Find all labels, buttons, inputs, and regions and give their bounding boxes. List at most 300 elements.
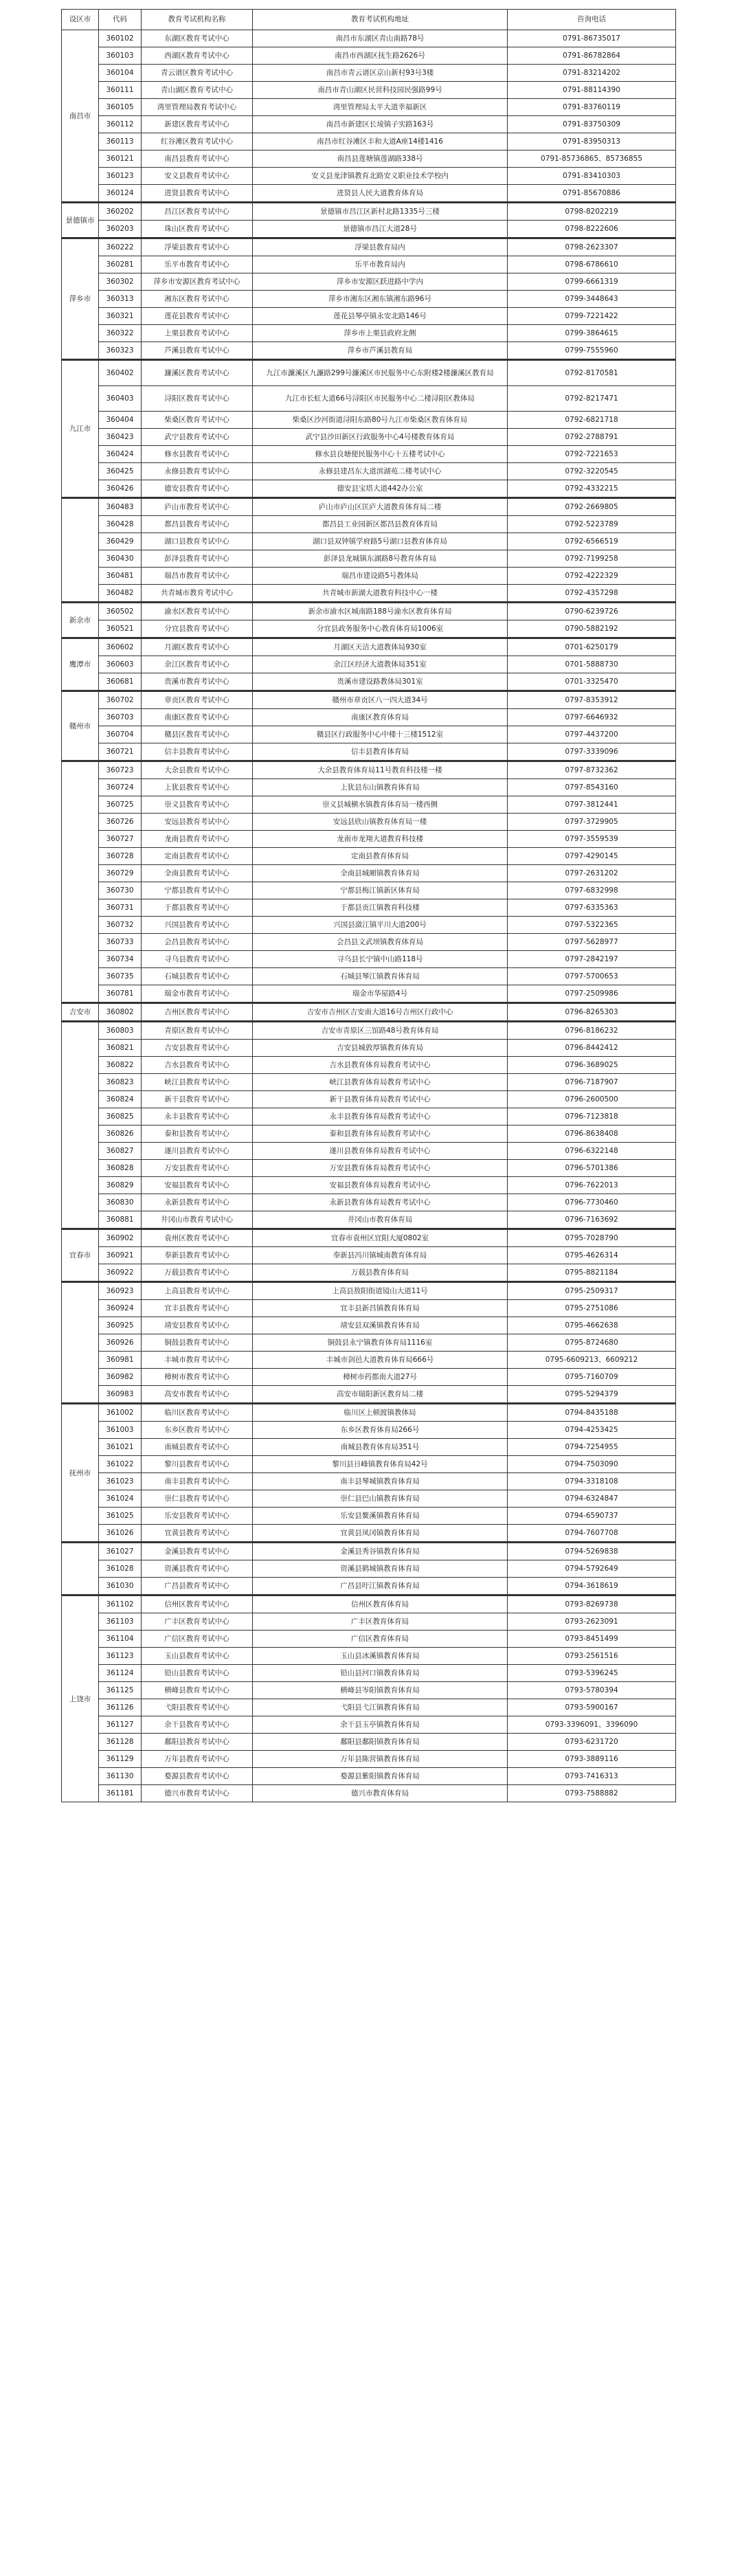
phone-cell: 0796-7730460 — [508, 1194, 676, 1211]
phone-cell: 0794-6324847 — [508, 1490, 676, 1508]
header-city: 设区市 — [62, 10, 99, 30]
name-cell: 吉水县教育考试中心 — [142, 1057, 253, 1074]
table-row — [62, 1108, 676, 1125]
code-cell: 360802 — [99, 1003, 142, 1022]
header-address: 教育考试机构地址 — [253, 10, 508, 30]
code-cell: 360313 — [99, 291, 142, 308]
table-row — [62, 238, 676, 256]
phone-cell: 0791-83410303 — [508, 168, 676, 185]
code-cell: 360681 — [99, 673, 142, 691]
address-cell: 全南县城厢镇教育体育局 — [253, 865, 508, 882]
table-row — [62, 620, 676, 638]
city-cell: 上饶市 — [62, 1595, 99, 1802]
phone-cell: 0796-7622013 — [508, 1177, 676, 1194]
phone-cell: 0796-6322148 — [508, 1143, 676, 1160]
code-cell: 360704 — [99, 726, 142, 743]
phone-cell: 0795-5294379 — [508, 1386, 676, 1404]
name-cell: 彭泽县教育考试中心 — [142, 550, 253, 568]
phone-cell: 0792-5223789 — [508, 516, 676, 533]
code-cell: 360121 — [99, 150, 142, 168]
code-cell: 361003 — [99, 1422, 142, 1439]
phone-cell: 0795-2751086 — [508, 1300, 676, 1317]
phone-cell: 0793-3889116 — [508, 1751, 676, 1768]
address-cell: 广昌县旴江镇教育体育局 — [253, 1578, 508, 1595]
name-cell: 靖安县教育考试中心 — [142, 1317, 253, 1334]
phone-cell: 0797-4437200 — [508, 726, 676, 743]
phone-cell: 0798-8202219 — [508, 203, 676, 221]
phone-cell: 0795-2509317 — [508, 1282, 676, 1300]
phone-cell: 0796-3689025 — [508, 1057, 676, 1074]
name-cell: 浔阳区教育考试中心 — [142, 386, 253, 412]
phone-cell: 0794-3318108 — [508, 1473, 676, 1490]
name-cell: 兴国县教育考试中心 — [142, 917, 253, 934]
table-row — [62, 47, 676, 65]
address-cell: 南昌市红谷滩区丰和大道A座14楼1416 — [253, 133, 508, 150]
table-row — [62, 1543, 676, 1560]
code-cell: 360602 — [99, 638, 142, 656]
address-cell: 南昌市青云谱区京山新村93号3楼 — [253, 65, 508, 82]
address-cell: 分宜县政务服务中心教育体育局1006室 — [253, 620, 508, 638]
table-row — [62, 429, 676, 446]
address-cell: 萍乡市上栗县政府北侧 — [253, 325, 508, 342]
table-row — [62, 1300, 676, 1317]
city-cell: 吉安市 — [62, 1003, 99, 1022]
table-row — [62, 917, 676, 934]
address-cell: 景德镇市昌江区新村北路1335号三楼 — [253, 203, 508, 221]
table-row — [62, 185, 676, 203]
address-cell: 莲花县琴亭镇永安北路146号 — [253, 308, 508, 325]
name-cell: 都昌县教育考试中心 — [142, 516, 253, 533]
table-row — [62, 1160, 676, 1177]
address-cell: 余干县玉亭镇教育体育局 — [253, 1716, 508, 1734]
phone-cell: 0792-2788791 — [508, 429, 676, 446]
name-cell: 青原区教育考试中心 — [142, 1022, 253, 1040]
name-cell: 余江区教育考试中心 — [142, 656, 253, 673]
address-cell: 吉水县教育体育局教育考试中心 — [253, 1057, 508, 1074]
code-cell: 360482 — [99, 585, 142, 603]
address-cell: 安义县龙津镇教育北路安义职业技术学校内 — [253, 168, 508, 185]
city-cell — [62, 1022, 99, 1229]
address-cell: 靖安县双溪镇教育体育局 — [253, 1317, 508, 1334]
code-cell: 360425 — [99, 463, 142, 480]
address-cell: 贵溪市建设路教体局301室 — [253, 673, 508, 691]
name-cell: 广丰区教育考试中心 — [142, 1613, 253, 1631]
name-cell: 濂溪区教育考试中心 — [142, 360, 253, 386]
name-cell: 共青城市教育考试中心 — [142, 585, 253, 603]
phone-cell: 0797-8732362 — [508, 761, 676, 779]
code-cell: 361103 — [99, 1613, 142, 1631]
table-row — [62, 1648, 676, 1665]
code-cell: 360803 — [99, 1022, 142, 1040]
code-cell: 360105 — [99, 99, 142, 116]
code-cell: 361128 — [99, 1734, 142, 1751]
name-cell: 寻乌县教育考试中心 — [142, 951, 253, 968]
table-row — [62, 1768, 676, 1785]
name-cell: 永新县教育考试中心 — [142, 1194, 253, 1211]
address-cell: 宜丰县新昌镇教育体育局 — [253, 1300, 508, 1317]
code-cell: 360321 — [99, 308, 142, 325]
table-row — [62, 1074, 676, 1091]
code-cell: 360103 — [99, 47, 142, 65]
code-cell: 360826 — [99, 1125, 142, 1143]
name-cell: 莲花县教育考试中心 — [142, 308, 253, 325]
address-cell: 婺源县紫阳镇教育体育局 — [253, 1768, 508, 1785]
phone-cell: 0797-5700653 — [508, 968, 676, 985]
address-cell: 永丰县教育体育局教育考试中心 — [253, 1108, 508, 1125]
table-row — [62, 30, 676, 47]
code-cell: 360729 — [99, 865, 142, 882]
table-row — [62, 1125, 676, 1143]
address-cell: 大余县教育体育局11号教育科技楼一楼 — [253, 761, 508, 779]
phone-cell: 0797-3339096 — [508, 743, 676, 761]
phone-cell: 0798-8222606 — [508, 221, 676, 238]
code-cell: 361125 — [99, 1682, 142, 1699]
name-cell: 武宁县教育考试中心 — [142, 429, 253, 446]
address-cell: 南昌市东湖区青山南路78号 — [253, 30, 508, 47]
table-body — [62, 30, 676, 1802]
table-row — [62, 1352, 676, 1369]
table-row — [62, 1508, 676, 1525]
code-cell: 360733 — [99, 934, 142, 951]
table-row — [62, 761, 676, 779]
phone-cell: 0792-4332215 — [508, 480, 676, 498]
header-code: 代码 — [99, 10, 142, 30]
name-cell: 崇义县教育考试中心 — [142, 796, 253, 814]
table-row — [62, 951, 676, 968]
table-row — [62, 1247, 676, 1264]
table-row — [62, 865, 676, 882]
city-cell — [62, 761, 99, 1003]
address-cell: 弋阳县弋江镇教育体育局 — [253, 1699, 508, 1716]
address-cell: 月湖区天洁大道教体局930室 — [253, 638, 508, 656]
table-row — [62, 1317, 676, 1334]
name-cell: 上栗县教育考试中心 — [142, 325, 253, 342]
city-cell — [62, 498, 99, 603]
phone-cell: 0799-6661319 — [508, 273, 676, 291]
phone-cell: 0799-7555960 — [508, 342, 676, 360]
name-cell: 泰和县教育考试中心 — [142, 1125, 253, 1143]
table-row — [62, 360, 676, 386]
name-cell: 芦溪县教育考试中心 — [142, 342, 253, 360]
address-cell: 瑞金市华屋路4号 — [253, 985, 508, 1003]
table-row — [62, 934, 676, 951]
name-cell: 婺源县教育考试中心 — [142, 1768, 253, 1785]
table-row — [62, 386, 676, 412]
address-cell: 进贤县人民大道教育体育局 — [253, 185, 508, 203]
name-cell: 南丰县教育考试中心 — [142, 1473, 253, 1490]
city-cell: 新余市 — [62, 603, 99, 638]
phone-cell: 0793-5900167 — [508, 1699, 676, 1716]
table-row — [62, 796, 676, 814]
name-cell: 章贡区教育考试中心 — [142, 691, 253, 709]
name-cell: 吉安县教育考试中心 — [142, 1040, 253, 1057]
phone-cell: 0793-5780394 — [508, 1682, 676, 1699]
phone-cell: 0791-85670886 — [508, 185, 676, 203]
name-cell: 高安市教育考试中心 — [142, 1386, 253, 1404]
table-row — [62, 463, 676, 480]
name-cell: 峡江县教育考试中心 — [142, 1074, 253, 1091]
name-cell: 吉州区教育考试中心 — [142, 1003, 253, 1022]
phone-cell: 0791-86735017 — [508, 30, 676, 47]
name-cell: 资溪县教育考试中心 — [142, 1560, 253, 1578]
code-cell: 360829 — [99, 1177, 142, 1194]
address-cell: 石城县琴江镇教育体育局 — [253, 968, 508, 985]
table-row — [62, 221, 676, 238]
name-cell: 信丰县教育考试中心 — [142, 743, 253, 761]
name-cell: 渝水区教育考试中心 — [142, 603, 253, 620]
table-row — [62, 498, 676, 516]
address-cell: 萍乡市芦溪县教育局 — [253, 342, 508, 360]
table-row — [62, 533, 676, 550]
phone-cell: 0797-4290145 — [508, 848, 676, 865]
code-cell: 360203 — [99, 221, 142, 238]
phone-cell: 0797-6832998 — [508, 882, 676, 899]
address-cell: 德兴市教育体育局 — [253, 1785, 508, 1802]
phone-cell: 0794-6590737 — [508, 1508, 676, 1525]
phone-cell: 0793-2623091 — [508, 1613, 676, 1631]
address-cell: 万安县教育体育局教育考试中心 — [253, 1160, 508, 1177]
table-row — [62, 1194, 676, 1211]
phone-cell: 0793-6231720 — [508, 1734, 676, 1751]
table-row — [62, 585, 676, 603]
code-cell: 360725 — [99, 796, 142, 814]
table-row — [62, 1386, 676, 1404]
table-row — [62, 1022, 676, 1040]
table-row — [62, 82, 676, 99]
phone-cell: 0799-7221422 — [508, 308, 676, 325]
code-cell: 360921 — [99, 1247, 142, 1264]
code-cell: 360830 — [99, 1194, 142, 1211]
code-cell: 361129 — [99, 1751, 142, 1768]
table-row — [62, 273, 676, 291]
address-cell: 南昌县莲塘镇莲湖路338号 — [253, 150, 508, 168]
name-cell: 昌江区教育考试中心 — [142, 203, 253, 221]
phone-cell: 0795-7160709 — [508, 1369, 676, 1386]
code-cell: 360731 — [99, 899, 142, 917]
phone-cell: 0795-4626314 — [508, 1247, 676, 1264]
table-row — [62, 814, 676, 831]
code-cell: 360828 — [99, 1160, 142, 1177]
address-cell: 永新县教育体育局教育考试中心 — [253, 1194, 508, 1211]
code-cell: 360723 — [99, 761, 142, 779]
code-cell: 360402 — [99, 360, 142, 386]
name-cell: 西湖区教育考试中心 — [142, 47, 253, 65]
name-cell: 上犹县教育考试中心 — [142, 779, 253, 796]
code-cell: 361026 — [99, 1525, 142, 1543]
code-cell: 360824 — [99, 1091, 142, 1108]
code-cell: 360429 — [99, 533, 142, 550]
exam-office-table — [61, 9, 676, 1802]
address-cell: 余江区经济大道教体局351室 — [253, 656, 508, 673]
name-cell: 余干县教育考试中心 — [142, 1716, 253, 1734]
phone-cell: 0792-4222329 — [508, 568, 676, 585]
address-cell: 定南县教育体育局 — [253, 848, 508, 865]
name-cell: 万安县教育考试中心 — [142, 1160, 253, 1177]
phone-cell: 0790-6239726 — [508, 603, 676, 620]
name-cell: 于都县教育考试中心 — [142, 899, 253, 917]
phone-cell: 0793-2561516 — [508, 1648, 676, 1665]
phone-cell: 0701-3325470 — [508, 673, 676, 691]
code-cell: 360781 — [99, 985, 142, 1003]
address-cell: 上犹县东山镇教育体育局 — [253, 779, 508, 796]
address-cell: 彭泽县龙城镇东湖路8号教育体育局 — [253, 550, 508, 568]
address-cell: 南城县教育体育局351号 — [253, 1439, 508, 1456]
table-row — [62, 1439, 676, 1456]
table-row — [62, 691, 676, 709]
phone-cell: 0796-7123818 — [508, 1108, 676, 1125]
address-cell: 广信区教育体育局 — [253, 1631, 508, 1648]
phone-cell: 0793-8451499 — [508, 1631, 676, 1648]
code-cell: 360724 — [99, 779, 142, 796]
city-cell: 宜春市 — [62, 1229, 99, 1282]
address-cell: 泰和县教育体育局教育考试中心 — [253, 1125, 508, 1143]
address-cell: 南昌市新建区长堎镇子实路163号 — [253, 116, 508, 133]
name-cell: 宜丰县教育考试中心 — [142, 1300, 253, 1317]
phone-cell: 0797-6646932 — [508, 709, 676, 726]
name-cell: 宁都县教育考试中心 — [142, 882, 253, 899]
name-cell: 乐安县教育考试中心 — [142, 1508, 253, 1525]
phone-cell: 0790-5882192 — [508, 620, 676, 638]
phone-cell: 0795-7028790 — [508, 1229, 676, 1247]
phone-cell: 0794-7607708 — [508, 1525, 676, 1543]
table-row — [62, 1716, 676, 1734]
phone-cell: 0791-85736865、85736855 — [508, 150, 676, 168]
code-cell: 360825 — [99, 1108, 142, 1125]
address-cell: 赣县区行政服务中心中楼十三楼1512室 — [253, 726, 508, 743]
table-row — [62, 308, 676, 325]
address-cell: 修水县良塘便民服务中心十五楼考试中心 — [253, 446, 508, 463]
address-cell: 景德镇市昌江大道28号 — [253, 221, 508, 238]
city-cell — [62, 1282, 99, 1404]
code-cell: 361124 — [99, 1665, 142, 1682]
name-cell: 南城县教育考试中心 — [142, 1439, 253, 1456]
address-cell: 吉安县城敦厚镇教育体育局 — [253, 1040, 508, 1057]
address-cell: 浮梁县教育局内 — [253, 238, 508, 256]
code-cell: 360734 — [99, 951, 142, 968]
table-row — [62, 480, 676, 498]
header-name: 教育考试机构名称 — [142, 10, 253, 30]
code-cell: 360123 — [99, 168, 142, 185]
code-cell: 360502 — [99, 603, 142, 620]
code-cell: 360922 — [99, 1264, 142, 1282]
address-cell: 都昌县工业园新区都昌县教育体育局 — [253, 516, 508, 533]
table-row — [62, 656, 676, 673]
code-cell: 361027 — [99, 1543, 142, 1560]
phone-cell: 0792-2669805 — [508, 498, 676, 516]
address-cell: 铜鼓县永宁镇教育体育局1116室 — [253, 1334, 508, 1352]
phone-cell: 0794-5269838 — [508, 1543, 676, 1560]
code-cell: 361181 — [99, 1785, 142, 1802]
address-cell: 庐山市庐山区匡庐大道教育体育局二楼 — [253, 498, 508, 516]
code-cell: 360703 — [99, 709, 142, 726]
phone-cell: 0791-83214202 — [508, 65, 676, 82]
code-cell: 360222 — [99, 238, 142, 256]
name-cell: 进贤县教育考试中心 — [142, 185, 253, 203]
table-row — [62, 256, 676, 273]
table-row — [62, 1404, 676, 1422]
code-cell: 361130 — [99, 1768, 142, 1785]
phone-cell: 0794-7503090 — [508, 1456, 676, 1473]
address-cell: 新干县教育体育局教育考试中心 — [253, 1091, 508, 1108]
name-cell: 鄱阳县教育考试中心 — [142, 1734, 253, 1751]
table-row — [62, 342, 676, 360]
table-row — [62, 1734, 676, 1751]
table-row — [62, 638, 676, 656]
code-cell: 360430 — [99, 550, 142, 568]
table-row — [62, 325, 676, 342]
code-cell: 360735 — [99, 968, 142, 985]
name-cell: 奉新县教育考试中心 — [142, 1247, 253, 1264]
phone-cell: 0799-3448643 — [508, 291, 676, 308]
table-row — [62, 1282, 676, 1300]
code-cell: 360881 — [99, 1211, 142, 1229]
table-row — [62, 1057, 676, 1074]
table-row — [62, 603, 676, 620]
city-cell: 鹰潭市 — [62, 638, 99, 691]
code-cell: 360827 — [99, 1143, 142, 1160]
code-cell: 360728 — [99, 848, 142, 865]
name-cell: 赣县区教育考试中心 — [142, 726, 253, 743]
phone-cell: 0792-8170581 — [508, 360, 676, 386]
code-cell: 360982 — [99, 1369, 142, 1386]
address-cell: 玉山县冰溪镇教育体育局 — [253, 1648, 508, 1665]
name-cell: 青云谱区教育考试中心 — [142, 65, 253, 82]
code-cell: 360925 — [99, 1317, 142, 1334]
table-row — [62, 1143, 676, 1160]
header-phone: 咨询电话 — [508, 10, 676, 30]
address-cell: 安远县欣山镇教育体育局一楼 — [253, 814, 508, 831]
phone-cell: 0792-6566519 — [508, 533, 676, 550]
code-cell: 360426 — [99, 480, 142, 498]
name-cell: 东乡区教育考试中心 — [142, 1422, 253, 1439]
address-cell: 丰城市剑邑大道教育体育局666号 — [253, 1352, 508, 1369]
address-cell: 九江市濂溪区九濂路299号濂溪区市民服务中心东附楼2楼濂溪区教育局 — [253, 360, 508, 386]
code-cell: 360111 — [99, 82, 142, 99]
name-cell: 瑞昌市教育考试中心 — [142, 568, 253, 585]
table-row — [62, 446, 676, 463]
name-cell: 珠山区教育考试中心 — [142, 221, 253, 238]
phone-cell: 0796-8638408 — [508, 1125, 676, 1143]
name-cell: 万载县教育考试中心 — [142, 1264, 253, 1282]
phone-cell: 0792-7221653 — [508, 446, 676, 463]
name-cell: 上高县教育考试中心 — [142, 1282, 253, 1300]
name-cell: 安义县教育考试中心 — [142, 168, 253, 185]
table-row — [62, 985, 676, 1003]
code-cell: 360281 — [99, 256, 142, 273]
address-cell: 萍乡市安源区跃进路中学内 — [253, 273, 508, 291]
phone-cell: 0701-6250179 — [508, 638, 676, 656]
address-cell: 信州区教育体育局 — [253, 1595, 508, 1613]
name-cell: 井冈山市教育考试中心 — [142, 1211, 253, 1229]
phone-cell: 0792-7199258 — [508, 550, 676, 568]
table-row — [62, 1091, 676, 1108]
code-cell: 360113 — [99, 133, 142, 150]
phone-cell: 0792-6821718 — [508, 412, 676, 429]
table-row — [62, 1456, 676, 1473]
name-cell: 瑞金市教育考试中心 — [142, 985, 253, 1003]
phone-cell: 0794-5792649 — [508, 1560, 676, 1578]
phone-cell: 0799-3864615 — [508, 325, 676, 342]
address-cell: 黎川县日峰镇教育体育局42号 — [253, 1456, 508, 1473]
name-cell: 德兴市教育考试中心 — [142, 1785, 253, 1802]
address-cell: 宁都县梅江镇新区体育局 — [253, 882, 508, 899]
table-row — [62, 550, 676, 568]
address-cell: 南昌市青山湖区民营科技园民强路99号 — [253, 82, 508, 99]
code-cell: 360428 — [99, 516, 142, 533]
code-cell: 360302 — [99, 273, 142, 291]
address-cell: 武宁县沙田新区行政服务中心4号楼教育体育局 — [253, 429, 508, 446]
address-cell: 九江市长虹大道66号浔阳区市民服务中心二楼浔阳区教体局 — [253, 386, 508, 412]
